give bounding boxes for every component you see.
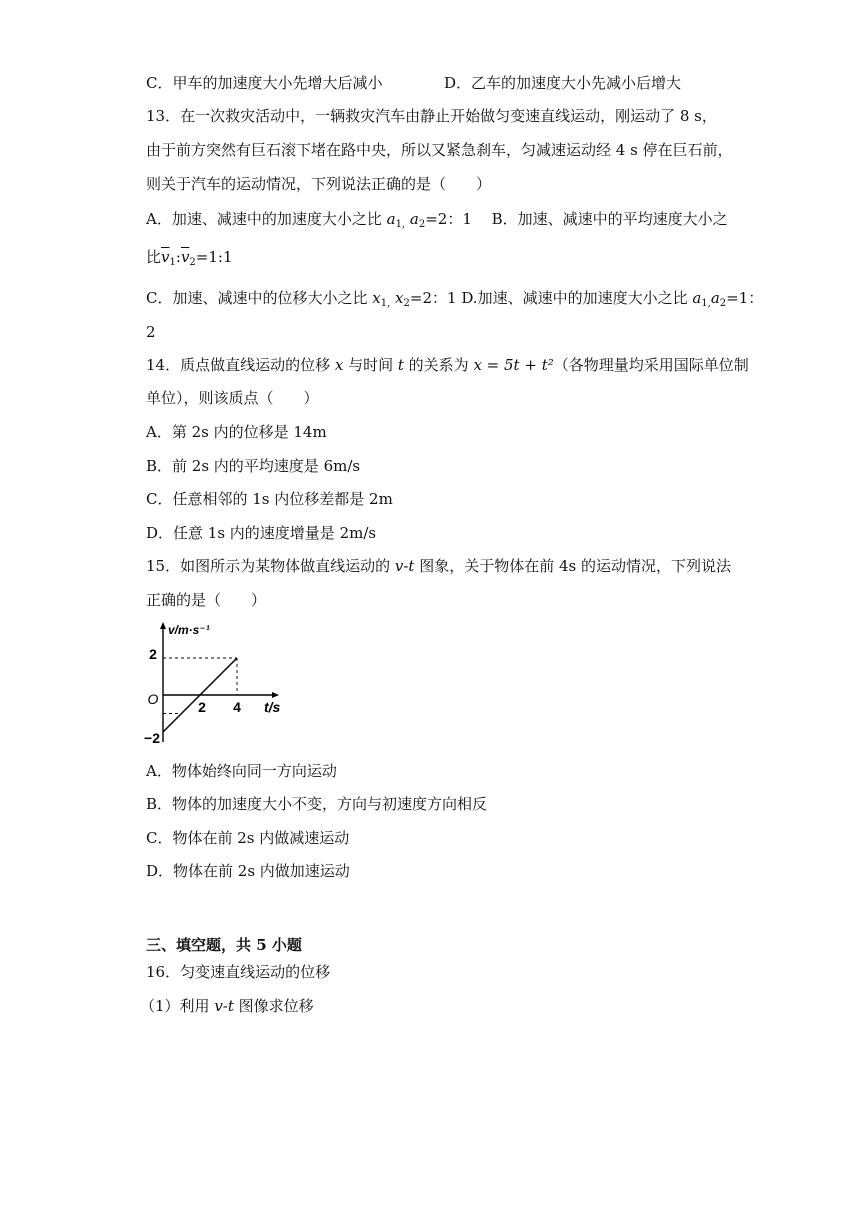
q15-option-c: C．物体在前 2s 内做减速运动 (146, 829, 350, 847)
x-axis-label: t/s (264, 699, 281, 715)
q14-stem-post: （各物理量均采用国际单位制 (553, 356, 749, 374)
var-a2-d-sub: 2 (719, 298, 727, 309)
var-x2-sub: 2 (403, 298, 410, 309)
var-v2: $\overline{v}$ (180, 248, 190, 266)
q14-stem-mid2: 的关系为 (403, 356, 474, 374)
var-x1-sub: 1, (380, 298, 391, 309)
var-a2-d: a (710, 289, 720, 307)
q13-option-a (146, 210, 728, 234)
var-x: x (334, 356, 344, 374)
section-heading: 三、填空题，共 5 小题 (146, 936, 302, 954)
var-v2-sub: 2 (189, 257, 196, 268)
origin-label: O (147, 691, 159, 707)
q14-formula: x = 5t + t² (473, 356, 554, 374)
var-a2: a (409, 210, 419, 228)
q13-option-c-text: C．加速、减速中的位移大小之比 (146, 289, 373, 307)
q13-option-b-prefix: 比 (146, 248, 162, 266)
y-axis-label: v/m·s⁻¹ (168, 623, 210, 637)
var-v1: $\overline{v}$ (161, 248, 170, 266)
q14-stem-line1 (146, 356, 749, 374)
q16-sub1-post: 图像求位移 (233, 997, 314, 1015)
x-tick-label-4: 4 (233, 699, 241, 715)
q13-option-a-text: A．加速、减速中的加速度大小之比 (146, 210, 387, 228)
q13-option-b-ratio: =1:1 (195, 248, 233, 266)
q12-option-d: D．乙车的加速度大小先减小后增大 (444, 74, 682, 92)
var-a1-d-sub: 1, (701, 298, 711, 309)
var-a1: a (386, 210, 396, 228)
var-x2: x (395, 289, 404, 307)
q15-option-a: A．物体始终向同一方向运动 (146, 762, 337, 780)
q13-option-d-ratio: =1： (726, 289, 764, 307)
q12-option-c: C．甲车的加速度大小先增大后减小 (146, 74, 383, 92)
q15-option-b: B．物体的加速度大小不变，方向与初速度方向相反 (146, 795, 488, 813)
q14-option-c: C．任意相邻的 1s 内位移差都是 2m (146, 490, 393, 508)
y-tick-label-2: 2 (149, 646, 157, 662)
q16-sub1 (140, 997, 314, 1015)
q15-option-d: D．物体在前 2s 内做加速运动 (146, 862, 350, 880)
q14-stem-line2: 单位），则该质点（ ） (146, 389, 319, 407)
var-vt: v-t (394, 557, 415, 575)
q13-option-c-mid: =2：1 D.加速、减速中的加速度大小之比 (409, 289, 693, 307)
q15-stem-line1 (146, 557, 731, 575)
var-t: t (397, 356, 404, 374)
q15-stem-post: 图象，关于物体在前 4s 的运动情况，下列说法 (414, 557, 731, 575)
q13-stem-line3: 则关于汽车的运动情况，下列说法正确的是（ ） (146, 175, 492, 193)
q14-option-b: B．前 2s 内的平均速度是 6m/s (146, 457, 361, 475)
q16-stem: 16．匀变速直线运动的位移 (146, 963, 331, 981)
var-a1-d: a (692, 289, 702, 307)
q15-stem-line2: 正确的是（ ） (146, 591, 267, 609)
y-tick-label-neg2: −2 (144, 730, 160, 746)
var-v1-sub: 1 (169, 257, 176, 268)
q13-option-b-cont: 比$\overline{v}_1:\overline{v}_2=1:1$ (146, 248, 233, 268)
q15-stem-text: 15．如图所示为某物体做直线运动的 (146, 557, 395, 575)
q14-stem-mid1: 与时间 (343, 356, 398, 374)
q13-option-d-cont: 2 (146, 323, 156, 341)
y-axis-arrow (160, 622, 166, 629)
q14-option-a: A．第 2s 内的位移是 14m (146, 423, 327, 441)
q13-option-c (146, 289, 763, 313)
x-axis-arrow (272, 692, 279, 698)
q13-stem-line2: 由于前方突然有巨石滚下堵在路中央，所以又紧急刹车，匀减速运动经 4 s 停在巨石前， (146, 141, 733, 159)
var-x1: x (372, 289, 381, 307)
vt-chart (140, 620, 290, 746)
q14-stem-text: 14．质点做直线运动的位移 (146, 356, 335, 374)
q16-sub1-text: （1）利用 (140, 997, 215, 1015)
x-tick-label-2: 2 (198, 699, 206, 715)
q13-stem-line1: 13．在一次救灾活动中，一辆救灾汽车由静止开始做匀变速直线运动，刚运动了 8 s， (146, 107, 717, 125)
var-a2-sub: 2 (418, 219, 426, 230)
var-a1-sub: 1, (395, 219, 406, 230)
q13-option-a-rest: =2：1 B．加速、减速中的平均速度大小之 (425, 210, 728, 228)
var-vt-2: v-t (214, 997, 234, 1015)
q14-option-d: D．任意 1s 内的速度增量是 2m/s (146, 524, 377, 542)
